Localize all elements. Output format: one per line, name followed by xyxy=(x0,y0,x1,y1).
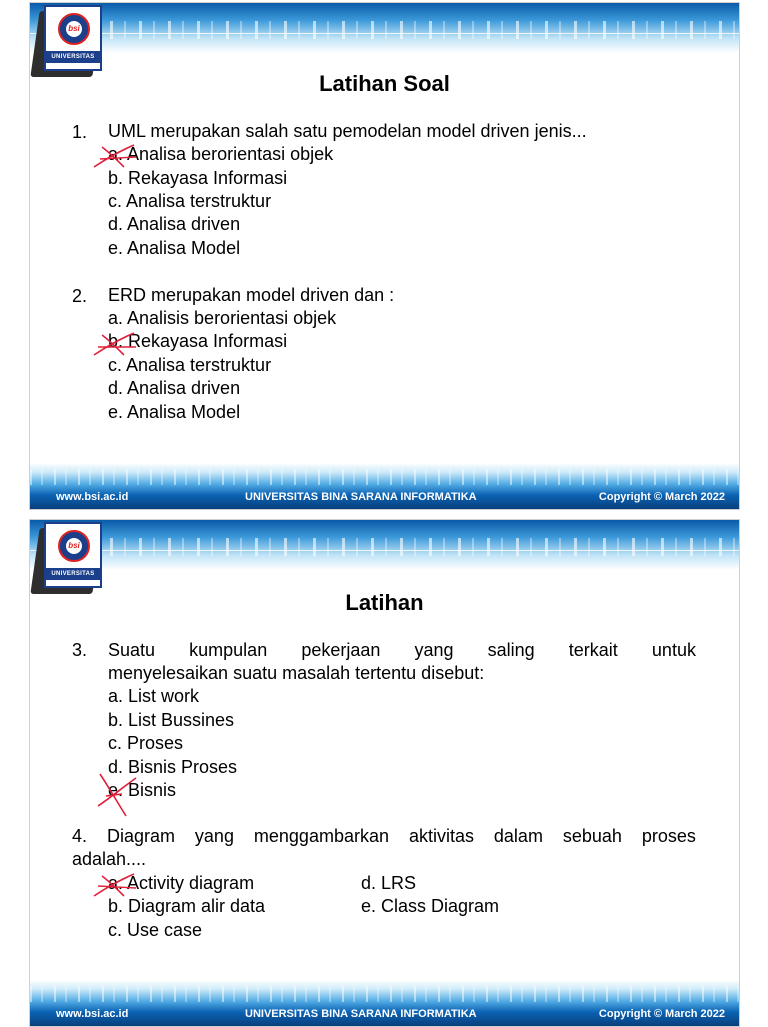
footer-university-name: UNIVERSITAS BINA SARANA INFORMATIKA xyxy=(245,1008,477,1020)
question-number: 1. xyxy=(72,122,88,142)
question-text: ERD merupakan model driven dan : xyxy=(108,285,395,305)
logo-emblem-icon: bsi xyxy=(58,530,90,562)
answer-option: e. Bisnis xyxy=(108,780,177,800)
answer-option: c. Proses xyxy=(108,733,184,753)
university-logo xyxy=(32,5,104,81)
question-text: adalah.... xyxy=(72,849,147,869)
word: aktivitas xyxy=(408,826,474,846)
slide-title: Latihan xyxy=(345,590,424,615)
word: pekerjaan xyxy=(301,640,381,660)
logo-emblem-icon: bsi xyxy=(58,13,90,45)
question-number: 2. xyxy=(72,286,88,306)
answer-option: a. List work xyxy=(108,686,200,706)
university-logo xyxy=(32,522,104,598)
answer-option: d. Analisa driven xyxy=(108,214,241,234)
answer-option: a. Analisa berorientasi objek xyxy=(108,144,334,164)
answer-option: b. Rekayasa Informasi xyxy=(108,168,288,188)
answer-option: c. Analisa terstruktur xyxy=(108,355,272,375)
question-number: 3. xyxy=(72,640,88,660)
answer-option: c. Use case xyxy=(108,920,203,940)
word: menggambarkan xyxy=(253,826,389,846)
word: yang xyxy=(194,826,234,846)
word: sebuah xyxy=(562,826,622,846)
answer-option: d. Bisnis Proses xyxy=(108,757,238,777)
answer-option: e. Class Diagram xyxy=(361,896,500,916)
word: saling xyxy=(487,640,535,660)
slide-title: Latihan Soal xyxy=(319,71,450,96)
footer-copyright: Copyright © March 2022 xyxy=(598,1008,725,1020)
footer-university-name: UNIVERSITAS BINA SARANA INFORMATIKA xyxy=(245,491,477,503)
footer-website-link[interactable]: www.bsi.ac.id xyxy=(56,491,129,503)
answer-option: e. Analisa Model xyxy=(108,402,241,422)
question-text-line xyxy=(108,640,696,661)
question-number: 4. xyxy=(72,826,88,846)
answer-option: d. Analisa driven xyxy=(108,378,241,398)
word: Suatu xyxy=(108,640,156,660)
answer-option: b. Rekayasa Informasi xyxy=(108,331,288,351)
word: kumpulan xyxy=(189,640,268,660)
answer-option: b. Diagram alir data xyxy=(108,896,266,916)
answer-option: c. Analisa terstruktur xyxy=(108,191,272,211)
answer-option: b. List Bussines xyxy=(108,710,235,730)
answer-option: d. LRS xyxy=(361,873,417,893)
logo-text: UNIVERSITAS xyxy=(46,568,100,580)
word: untuk xyxy=(651,640,696,660)
logo-text: UNIVERSITAS xyxy=(46,51,100,63)
answer-option: a. Activity diagram xyxy=(108,873,255,893)
header-band xyxy=(30,520,739,570)
word: terkait xyxy=(568,640,618,660)
answer-option: e. Analisa Model xyxy=(108,238,241,258)
answer-option: a. Analisis berorientasi objek xyxy=(108,308,337,328)
slide-2 xyxy=(29,519,740,1027)
footer-copyright: Copyright © March 2022 xyxy=(598,491,725,503)
question-text: menyelesaikan suatu masalah tertentu disebut: xyxy=(108,663,485,683)
slide-1 xyxy=(29,2,740,510)
footer-band xyxy=(30,980,739,1026)
footer-band xyxy=(30,463,739,509)
question-text: UML merupakan salah satu pemodelan model driven jenis... xyxy=(108,121,587,141)
word: dalam xyxy=(493,826,543,846)
question-text-line xyxy=(72,826,696,847)
word: yang xyxy=(414,640,454,660)
word: proses xyxy=(641,826,696,846)
word: Diagram xyxy=(106,826,175,846)
footer-website-link[interactable]: www.bsi.ac.id xyxy=(56,1008,129,1020)
header-band xyxy=(30,3,739,53)
